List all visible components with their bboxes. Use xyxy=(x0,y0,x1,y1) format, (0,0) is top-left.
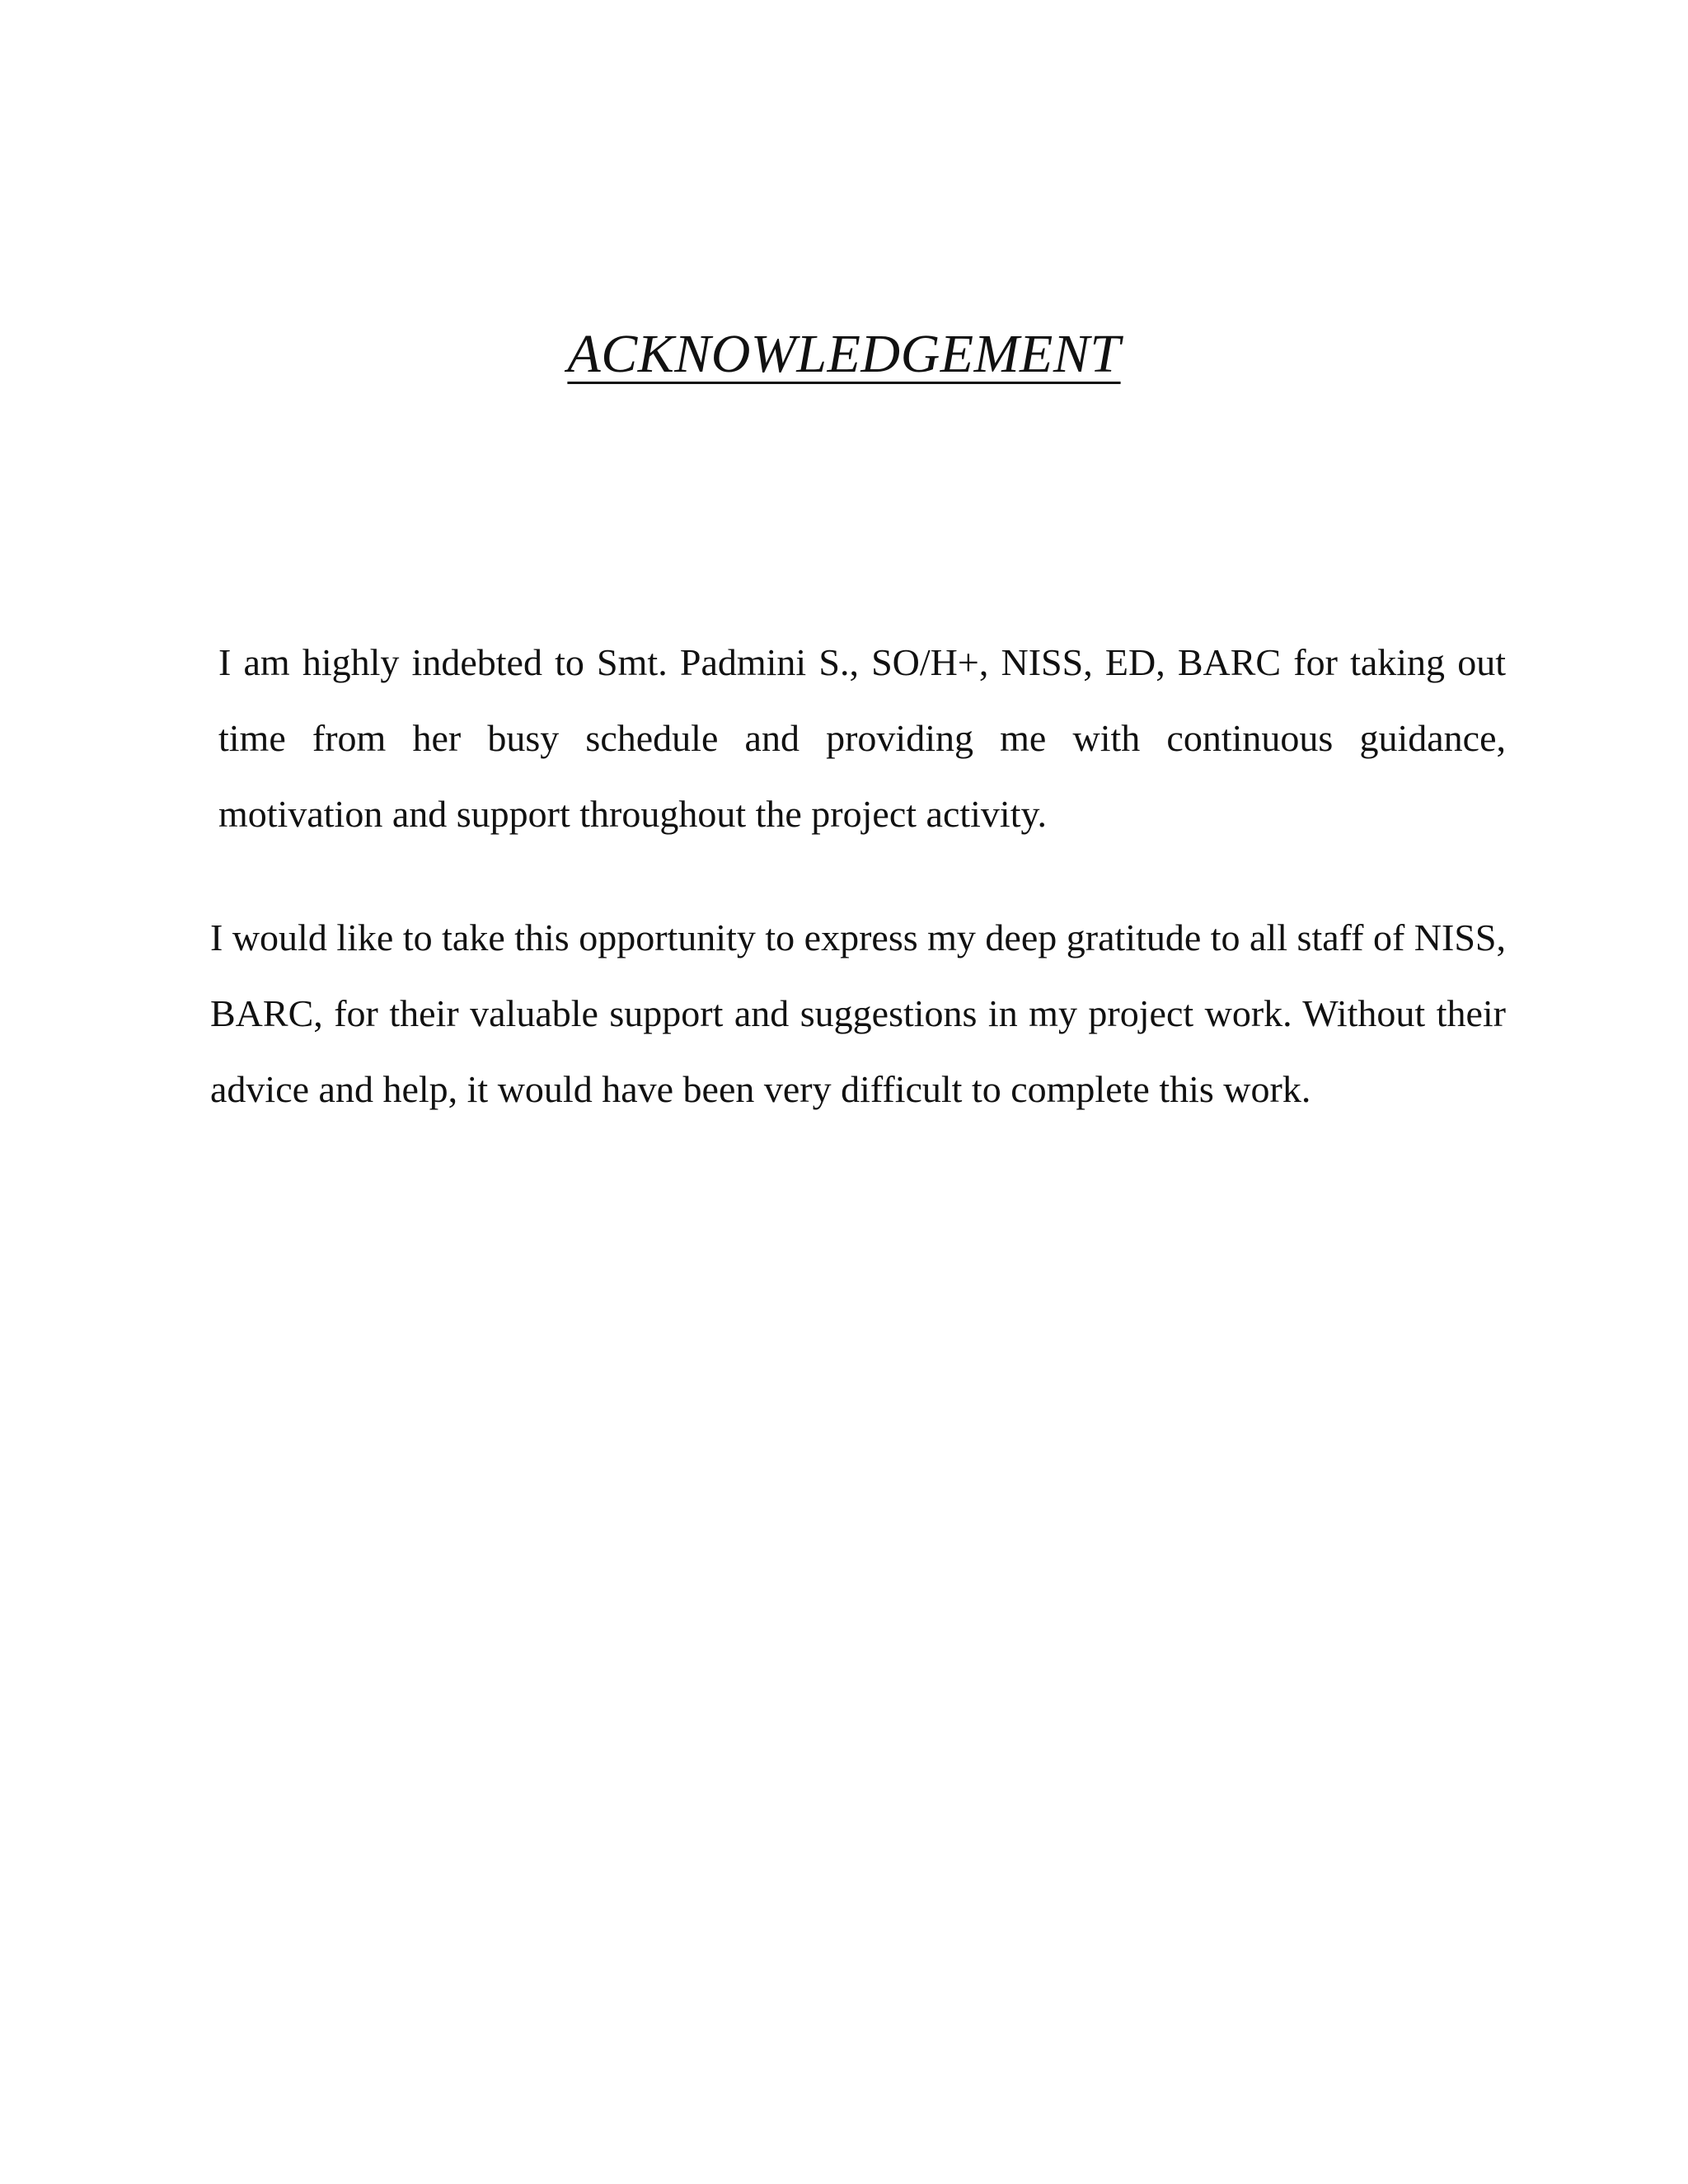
acknowledgement-paragraph-1: I am highly indebted to Smt. Padmini S., SO/H+, NISS, ED, BARC for taking out time from her busy schedule and providing me with continuous guidance, motivation and support throughout the project activity. xyxy=(218,641,1506,835)
page-title: ACKNOWLEDGEMENT xyxy=(567,324,1121,384)
acknowledgement-paragraph-2: I would like to take this opportunity to express my deep gratitude to all staff of NISS, BARC, for their valuable support and suggestions in my project work. Without their advice and help, it would have been very difficult to complete this work. xyxy=(210,916,1506,1110)
